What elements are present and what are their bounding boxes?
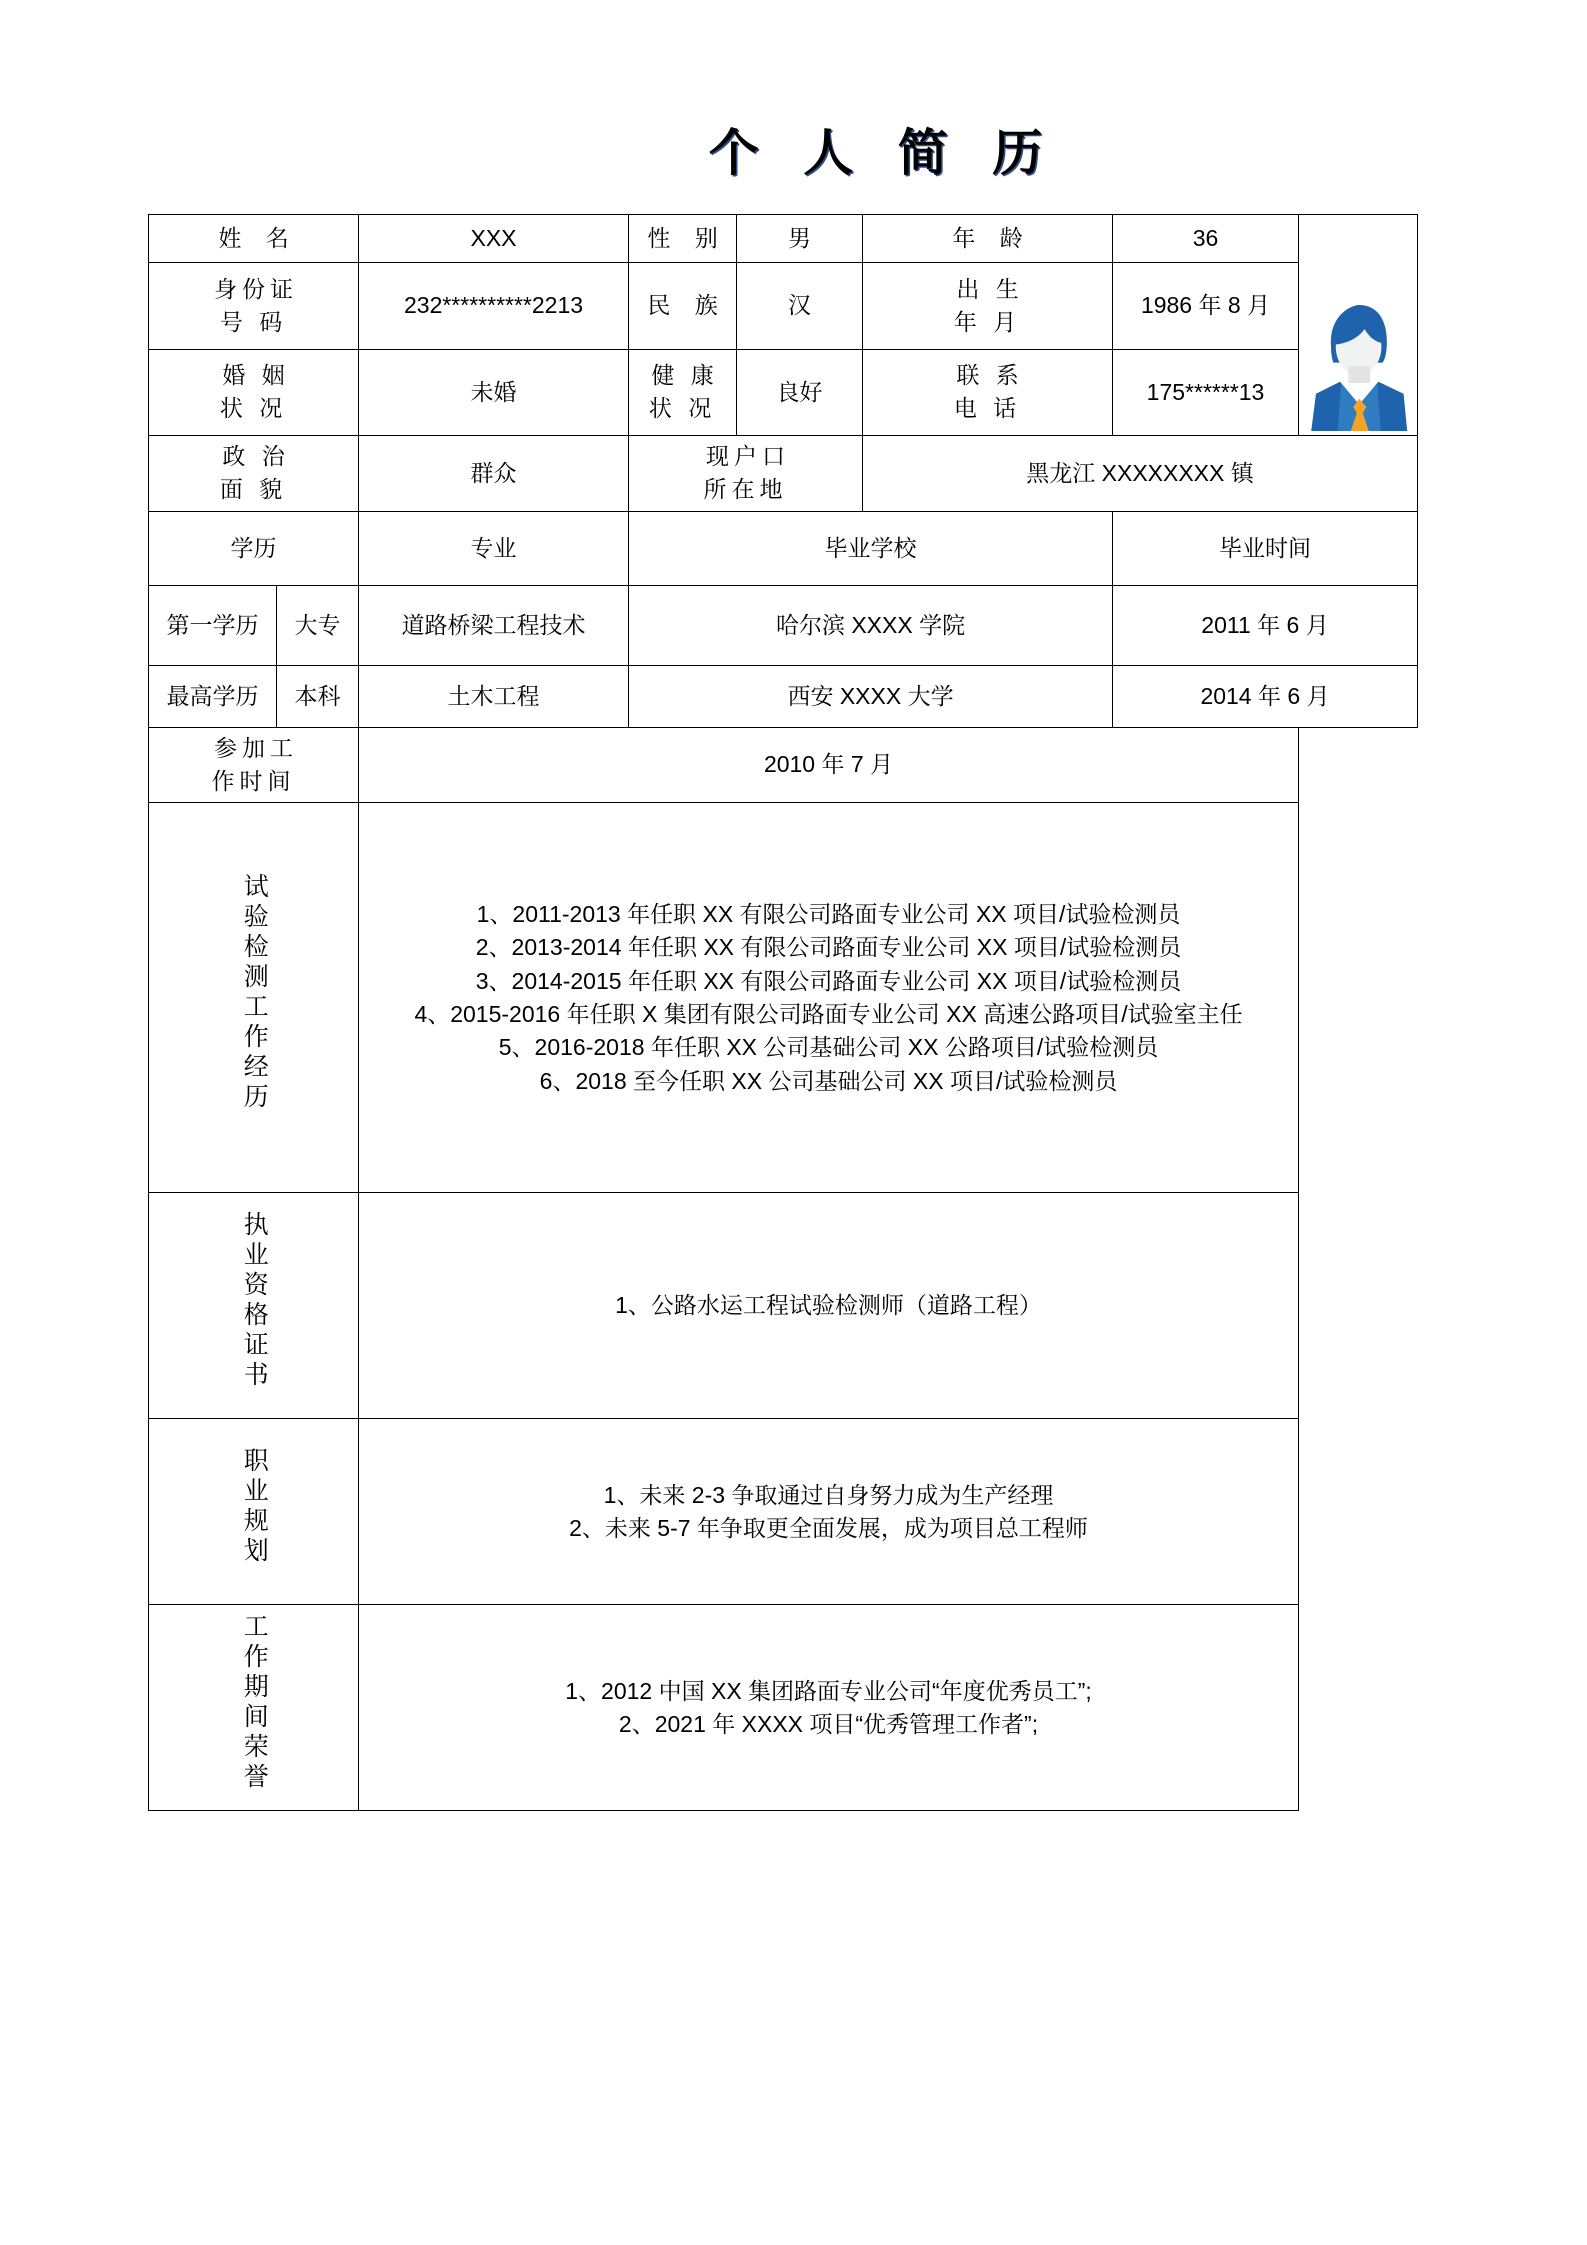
table-row-id bbox=[149, 263, 1418, 349]
education-major-first: 道路桥梁工程技术 bbox=[359, 585, 629, 665]
marital-value: 未婚 bbox=[359, 349, 629, 435]
experience-item: 6、2018 至今任职 XX 公司基础公司 XX 项目/试验检测员 bbox=[539, 1067, 1118, 1094]
health-label bbox=[629, 349, 737, 435]
honor-item: 1、2012 中国 XX 集团路面专业公司“年度优秀员工”; bbox=[565, 1677, 1092, 1704]
page-title: 个 人 简 历 bbox=[708, 125, 1059, 181]
id-label-line1: 身份证 bbox=[214, 275, 298, 302]
education-degree-first: 大专 bbox=[277, 585, 359, 665]
education-gradtime-first: 2011 年 6 月 bbox=[1113, 585, 1418, 665]
table-row-name bbox=[149, 215, 1418, 263]
avatar bbox=[1304, 219, 1412, 431]
table-row-education-highest bbox=[149, 665, 1418, 727]
political-label bbox=[149, 436, 359, 512]
birth-label bbox=[863, 263, 1113, 349]
health-label-line2: 状 况 bbox=[648, 395, 717, 422]
marital-label-line2: 状 况 bbox=[219, 395, 288, 422]
career-plan-item: 2、未来 5-7 年争取更全面发展，成为项目总工程师 bbox=[569, 1514, 1088, 1541]
phone-value: 175******13 bbox=[1113, 349, 1299, 435]
education-level-first: 第一学历 bbox=[149, 585, 277, 665]
experience-item: 4、2015-2016 年任职 X 集团有限公司路面专业公司 XX 高速公路项目/试验室主任 bbox=[414, 1000, 1243, 1027]
experience-item: 2、2013-2014 年任职 XX 有限公司路面专业公司 XX 项目/试验检测员 bbox=[475, 934, 1182, 961]
table-row-experience bbox=[149, 803, 1418, 1193]
id-label-line2: 号 码 bbox=[219, 308, 288, 335]
education-school-header: 毕业学校 bbox=[629, 511, 1113, 585]
certificates-label: 执业资格证书 bbox=[240, 1211, 269, 1392]
work-start-label bbox=[149, 727, 359, 803]
honor-item: 2、2021 年 XXXX 项目“优秀管理工作者”; bbox=[618, 1710, 1039, 1737]
photo-cell bbox=[1299, 215, 1418, 436]
person-avatar-icon bbox=[1304, 219, 1412, 431]
certificates-label-cell bbox=[149, 1193, 359, 1419]
education-school-highest: 西安 XXXX 大学 bbox=[629, 665, 1113, 727]
table-row-certificates bbox=[149, 1193, 1418, 1419]
id-value: 232**********2213 bbox=[359, 263, 629, 349]
education-school-first: 哈尔滨 XXXX 学院 bbox=[629, 585, 1113, 665]
table-row-education-first bbox=[149, 585, 1418, 665]
experience-content bbox=[359, 803, 1299, 1193]
political-label-line1: 政 治 bbox=[222, 443, 290, 469]
table-row-work-start bbox=[149, 727, 1418, 803]
experience-item: 1、2011-2013 年任职 XX 有限公司路面专业公司 XX 项目/试验检测员 bbox=[476, 900, 1181, 927]
work-start-label-line2: 作时间 bbox=[211, 768, 296, 795]
experience-label-cell bbox=[149, 803, 359, 1193]
experience-item: 3、2014-2015 年任职 XX 有限公司路面专业公司 XX 项目/试验检测员 bbox=[475, 967, 1182, 994]
age-value: 36 bbox=[1113, 215, 1299, 263]
residence-label bbox=[629, 436, 863, 512]
age-label: 年 龄 bbox=[863, 215, 1113, 263]
name-label: 姓 名 bbox=[149, 215, 359, 263]
honors-label: 工作期间荣誉 bbox=[240, 1613, 269, 1794]
ethnicity-value: 汉 bbox=[737, 263, 863, 349]
residence-label-line2: 所在地 bbox=[703, 476, 788, 503]
certificates-content bbox=[359, 1193, 1299, 1419]
work-start-label-line1: 参加工 bbox=[214, 734, 298, 761]
education-degree-highest: 本科 bbox=[277, 665, 359, 727]
table-row-marital bbox=[149, 349, 1418, 435]
health-value: 良好 bbox=[737, 349, 863, 435]
birth-label-line1: 出 生 bbox=[956, 275, 1024, 302]
id-label bbox=[149, 263, 359, 349]
education-gradtime-highest: 2014 年 6 月 bbox=[1113, 665, 1418, 727]
education-gradtime-header: 毕业时间 bbox=[1113, 511, 1418, 585]
honors-content bbox=[359, 1605, 1299, 1811]
ethnicity-label: 民 族 bbox=[629, 263, 737, 349]
phone-label-line2: 电 话 bbox=[953, 395, 1022, 422]
phone-label-line1: 联 系 bbox=[956, 361, 1024, 388]
career-plan-content bbox=[359, 1419, 1299, 1605]
education-major-header: 专业 bbox=[359, 511, 629, 585]
resume-table bbox=[148, 214, 1418, 1811]
certificate-item: 1、公路水运工程试验检测师（道路工程） bbox=[615, 1292, 1042, 1319]
education-degree-header: 学历 bbox=[149, 511, 359, 585]
marital-label bbox=[149, 349, 359, 435]
experience-item: 5、2016-2018 年任职 XX 公司基础公司 XX 公路项目/试验检测员 bbox=[498, 1034, 1159, 1061]
gender-value: 男 bbox=[737, 215, 863, 263]
birth-value: 1986 年 8 月 bbox=[1113, 263, 1299, 349]
education-major-highest: 土木工程 bbox=[359, 665, 629, 727]
career-plan-label-cell bbox=[149, 1419, 359, 1605]
gender-label: 性 别 bbox=[629, 215, 737, 263]
career-plan-label: 职业规划 bbox=[240, 1447, 269, 1568]
residence-value: 黑龙江 XXXXXXXX 镇 bbox=[863, 436, 1418, 512]
table-row-residence bbox=[149, 436, 1418, 512]
career-plan-item: 1、未来 2-3 争取通过自身努力成为生产经理 bbox=[603, 1481, 1054, 1508]
phone-label bbox=[863, 349, 1113, 435]
political-label-line2: 面 貌 bbox=[219, 476, 288, 503]
health-label-line1: 健 康 bbox=[651, 361, 719, 388]
name-value: XXX bbox=[359, 215, 629, 263]
table-row-education-header bbox=[149, 511, 1418, 585]
education-level-highest: 最高学历 bbox=[149, 665, 277, 727]
marital-label-line1: 婚 姻 bbox=[222, 361, 290, 388]
work-start-value: 2010 年 7 月 bbox=[359, 727, 1299, 803]
birth-label-line2: 年 月 bbox=[953, 308, 1022, 335]
residence-label-line1: 现户口 bbox=[706, 443, 791, 469]
political-value: 群众 bbox=[359, 436, 629, 512]
table-row-honors bbox=[149, 1605, 1418, 1811]
honors-label-cell bbox=[149, 1605, 359, 1811]
table-row-career-plan bbox=[149, 1419, 1418, 1605]
experience-label: 试验检测工作经历 bbox=[240, 873, 269, 1114]
